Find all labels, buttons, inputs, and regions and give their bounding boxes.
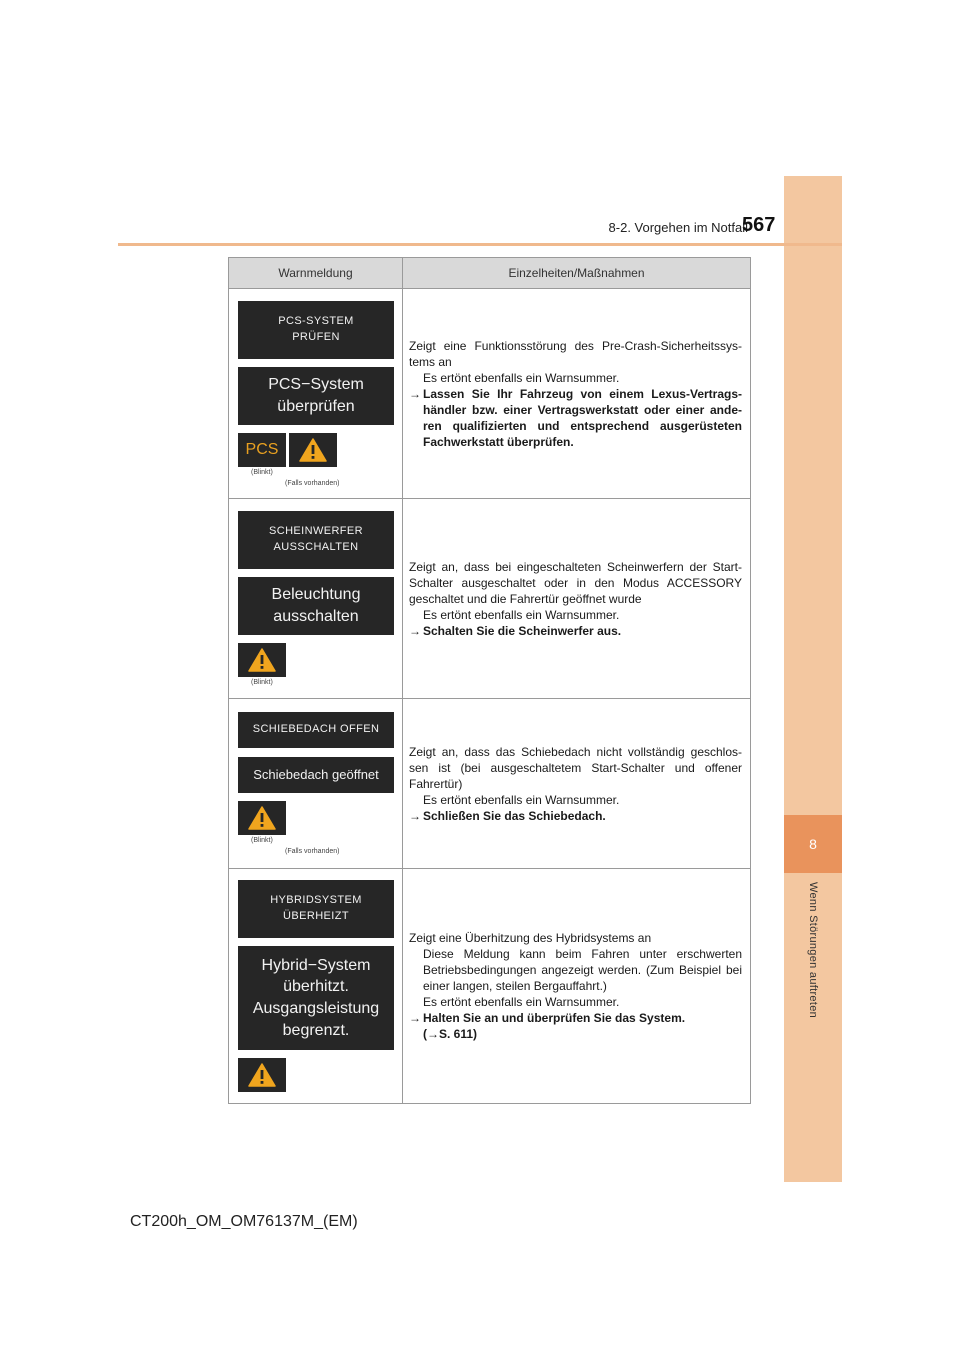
description-text: Zeigt an, dass bei eingeschalteten Scheinwerfern der Start-Schalter ausgeschaltet oder in den Modus ACCESSORY geschaltet und die Fahrertür geöffnet wurde [409,559,742,606]
action-text: → Schließen Sie das Schiebedach. [409,808,606,823]
warning-table [228,257,751,1104]
blink-note: (Blinkt) [251,679,273,686]
buzzer-text: Es ertönt ebenfalls ein Warnsummer. [423,370,620,385]
display-message-text: PCS-SYSTEM PRÜFEN [238,301,394,359]
warning-visual-cell [229,499,403,699]
column-header-details: Einzelheiten/Maßnahmen [403,258,751,289]
warning-visual-cell [229,869,403,1104]
equipped-note: (Falls vorhanden) [285,848,340,855]
buzzer-text: Es ertönt ebenfalls ein Warnsummer. [423,792,620,807]
page-reference-link[interactable]: (→S. 611) [423,1027,478,1041]
page-number: 567 [742,214,776,236]
details-cell [403,289,751,499]
action-text: → Schalten Sie die Scheinwerfer aus. [409,623,622,638]
buzzer-text: Es ertönt ebenfalls ein Warnsummer. [423,607,620,622]
action-text: → Halten Sie an und überprüfen Sie das System. [409,1011,686,1025]
display-message-text: HYBRIDSYSTEM ÜBERHEIZT [238,880,394,938]
description-text: Zeigt an, dass das Schiebedach nicht vollständig geschlos-sen ist (bei ausgeschaltetem Start-Schalter und offener Fahrertür) [409,744,742,791]
warning-triangle-icon [289,433,337,467]
description-text: Zeigt eine Überhitzung des Hybridsystems an [409,931,652,945]
warning-triangle-icon [238,643,286,677]
column-header-warning: Warnmeldung [229,258,403,289]
warning-visual-cell [229,699,403,869]
manual-code: CT200h_OM_OM76137M_(EM) [130,1213,358,1230]
arrow-right-icon: → [409,623,421,638]
display-message-graphic: Hybrid−System überhitzt. Ausgangsleistung begrenzt. [238,946,394,1050]
blink-note: (Blinkt) [251,837,273,844]
details-cell [403,499,751,699]
display-message-graphic: Schiebedach geöffnet [238,757,394,793]
description-text: Zeigt eine Funktionsstörung des Pre-Crash-Sicherheitssys-tems an [409,338,742,369]
warning-triangle-icon [238,801,286,835]
table-row [229,499,751,699]
display-message-text: SCHEINWERFER AUSSCHALTEN [238,511,394,569]
warning-triangle-icon [238,1058,286,1092]
details-cell [403,699,751,869]
warning-visual-cell [229,289,403,499]
table-row [229,869,751,1104]
blink-note: (Blinkt) [251,468,273,476]
chapter-tab[interactable] [784,815,842,873]
arrow-right-icon: → [409,1011,421,1025]
display-message-graphic: Beleuchtung ausschalten [238,577,394,635]
table-header-row [229,258,751,289]
arrow-right-icon: → [409,808,421,823]
chapter-number: 8 [809,836,817,852]
pcs-indicator-icon: PCS [238,433,286,467]
detail-text: Diese Meldung kann beim Fahren unter erschwerten Betriebsbedingungen angezeigt werden. (Zum Beispiel bei einer langen, steilen Bergauffahrt.) [423,947,742,993]
table-row [229,699,751,869]
table-row [229,289,751,499]
section-title: 8-2. Vorgehen im Notfall [608,220,748,235]
buzzer-text: Es ertönt ebenfalls ein Warnsummer. [423,995,620,1009]
display-message-text: SCHIEBEDACH OFFEN [238,712,394,748]
equipped-note: (Falls vorhanden) [285,479,340,487]
header-rule [118,243,842,246]
arrow-right-icon: → [409,386,421,401]
display-message-graphic: PCS−System überprüfen [238,367,394,425]
chapter-title: Wenn Störungen auftreten [807,882,819,1019]
action-text: → Lassen Sie Ihr Fahrzeug von einem Lexus-Vertrags-händler bzw. einer Vertragswerkstatt oder einer ande-ren qualifizierten und entsprechend ausgerüsteten Fachwerkstatt überprüfen. [409,386,742,449]
details-cell [403,869,751,1104]
